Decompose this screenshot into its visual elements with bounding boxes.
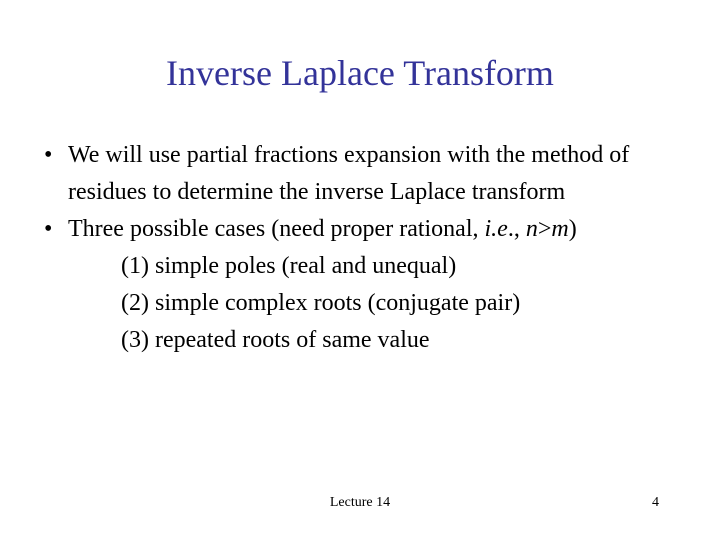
sub-item: (3) repeated roots of same value bbox=[121, 327, 430, 353]
bullet-text: We will use partial fractions expansion with the method of residues to determine the inverse Laplace transform bbox=[68, 142, 630, 205]
page-number: 4 bbox=[652, 495, 659, 510]
bullet-italic-m: m bbox=[551, 216, 569, 242]
bullet-item bbox=[44, 137, 704, 211]
bullet-italic-n: n bbox=[525, 216, 538, 242]
bullet-text-part: ) bbox=[568, 216, 577, 242]
sub-item: (2) simple complex roots (conjugate pair) bbox=[121, 290, 521, 316]
sub-item: (1) simple poles (real and unequal) bbox=[121, 253, 457, 279]
bullet-text-part: ., bbox=[507, 216, 526, 242]
slide-title: Inverse Laplace Transform bbox=[166, 53, 554, 93]
bullet-text-part: Three possible cases (need proper rational, bbox=[68, 216, 485, 242]
bullet-marker: • bbox=[44, 142, 53, 168]
bullet-italic-ie: i.e bbox=[484, 216, 508, 242]
footer-lecture: Lecture 14 bbox=[329, 495, 391, 510]
bullet-item bbox=[44, 211, 704, 248]
slide-content bbox=[44, 137, 704, 359]
bullet-text bbox=[68, 211, 704, 248]
bullet-marker: • bbox=[44, 216, 53, 242]
bullet-text-part: > bbox=[537, 216, 552, 242]
